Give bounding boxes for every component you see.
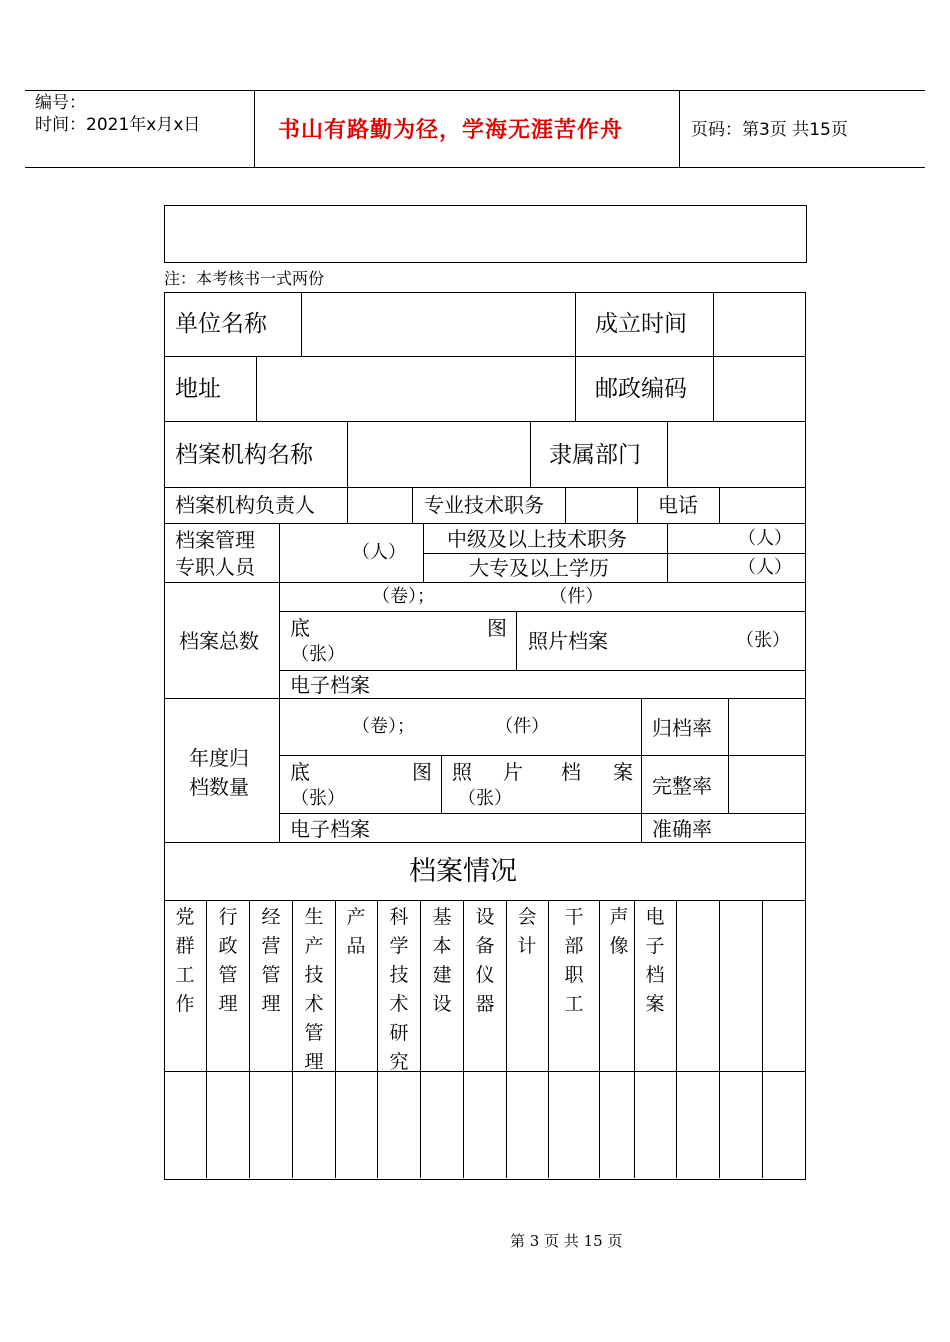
college-unit: （人）: [738, 557, 792, 578]
label-tech-title: 专业技术职务: [424, 493, 544, 517]
col-line: [762, 900, 763, 1178]
col-line: [728, 698, 729, 813]
col-line: [667, 523, 668, 582]
col-line: [463, 900, 464, 1178]
label-college: 大专及以上学历: [469, 556, 609, 580]
yearly-photo-b: 片: [503, 760, 523, 784]
header-bottom-rule: [25, 167, 925, 168]
yearly-base-map-a: 底: [290, 760, 310, 784]
col-line: [506, 900, 507, 1178]
header-time-label: 时间：2021年x月x日: [35, 115, 201, 135]
category-label: 基本建设: [432, 906, 452, 1015]
col-line: [335, 900, 336, 1178]
header-divider-2: [679, 90, 680, 167]
label-staff-line1: 档案管理: [175, 528, 255, 552]
label-archive-head: 档案机构负责人: [175, 493, 315, 517]
label-archive-org-name: 档案机构名称: [175, 442, 313, 468]
row-line: [279, 813, 805, 814]
label-mid-tech: 中级及以上技术职务: [447, 527, 627, 551]
label-phone: 电话: [658, 493, 698, 517]
category-label: 生产技术管理: [304, 906, 324, 1073]
col-line: [441, 755, 442, 813]
yearly-vol-item: （卷）； （件）: [352, 716, 550, 737]
header-page-label: 页码：第3页 共15页: [691, 120, 848, 140]
label-address: 地址: [175, 376, 221, 402]
row-line: [164, 900, 805, 901]
category-label: 经营管理: [261, 906, 281, 1015]
top-empty-box: [164, 205, 807, 263]
col-line: [377, 900, 378, 1178]
col-line: [347, 421, 348, 487]
col-line: [719, 900, 720, 1178]
yearly-photo-a: 照: [452, 760, 472, 784]
label-affiliated-dept: 隶属部门: [549, 442, 641, 468]
mid-tech-unit: （人）: [738, 528, 792, 549]
row-line: [164, 421, 805, 422]
row-line: [164, 698, 805, 699]
category-label: 设备仪器: [475, 906, 495, 1015]
row-line: [164, 487, 805, 488]
header-motto: 书山有路勤为径，学海无涯苦作舟: [278, 118, 624, 143]
situation-title: 档案情况: [409, 856, 517, 887]
label-accuracy: 准确率: [652, 817, 712, 841]
header-top-rule: [25, 90, 925, 91]
col-line: [713, 356, 714, 421]
total-e-archive: 电子档案: [290, 673, 370, 697]
row-line: [164, 356, 805, 357]
col-line: [719, 487, 720, 523]
yearly-photo-unit: （张）: [458, 788, 512, 809]
yearly-e-archive: 电子档案: [290, 817, 370, 841]
col-line: [634, 900, 635, 1178]
category-label: 声像: [609, 906, 629, 957]
form-note: 注：本考核书一式两份: [164, 269, 325, 288]
col-line: [256, 356, 257, 421]
category-label: 会计: [517, 906, 537, 957]
total-base-map-b: 图: [487, 616, 507, 640]
category-label: 科学技术研究: [389, 906, 409, 1073]
row-line: [164, 842, 805, 843]
header-number-label: 编号：: [35, 93, 86, 113]
row-line: [279, 755, 805, 756]
col-line: [667, 421, 668, 487]
total-base-map-unit: （张）: [291, 644, 345, 665]
category-label: 电子档案: [645, 906, 665, 1015]
col-line: [301, 292, 302, 356]
col-line: [548, 900, 549, 1178]
total-photo-archive: 照片档案: [528, 629, 608, 653]
yearly-base-map-b: 图: [412, 760, 432, 784]
yearly-photo-c: 档: [561, 760, 581, 784]
col-line: [575, 292, 576, 356]
col-line: [420, 900, 421, 1178]
yearly-photo-d: 案: [613, 760, 633, 784]
label-postal-code: 邮政编码: [595, 376, 687, 402]
row-line: [164, 523, 805, 524]
col-line: [575, 356, 576, 421]
total-photo-unit: （张）: [736, 630, 790, 651]
label-completeness: 完整率: [652, 774, 712, 798]
label-unit-name: 单位名称: [175, 311, 267, 337]
col-line: [292, 900, 293, 1178]
col-line: [279, 582, 280, 842]
row-line: [279, 611, 805, 612]
col-line: [249, 900, 250, 1178]
yearly-base-map-unit: （张）: [291, 788, 345, 809]
label-total: 档案总数: [179, 629, 259, 653]
col-line: [637, 487, 638, 523]
col-line: [713, 292, 714, 356]
row-line: [164, 582, 805, 583]
category-label: 行政管理: [218, 906, 238, 1015]
row-line: [279, 670, 805, 671]
category-label: 党群工作: [175, 906, 195, 1015]
col-line: [423, 523, 424, 582]
label-founded: 成立时间: [595, 311, 687, 337]
total-vol-item: （卷）； （件）: [372, 586, 604, 607]
col-line: [516, 611, 517, 670]
col-line: [279, 523, 280, 582]
category-label: 干部职工: [564, 906, 584, 1015]
label-archive-rate: 归档率: [652, 716, 712, 740]
col-line: [641, 698, 642, 842]
label-staff-line2: 专职人员: [175, 555, 255, 579]
category-label: 产品: [346, 906, 366, 957]
col-line: [599, 900, 600, 1178]
col-line: [206, 900, 207, 1178]
col-line: [347, 487, 348, 523]
label-yearly-line1: 年度归: [189, 746, 249, 770]
staff-person-unit: （人）: [352, 542, 406, 563]
header-divider-1: [254, 90, 255, 167]
col-line: [565, 487, 566, 523]
total-base-map-a: 底: [290, 616, 310, 640]
label-yearly-line2: 档数量: [189, 775, 249, 799]
col-line: [412, 487, 413, 523]
row-line: [164, 1071, 805, 1072]
page-footer: 第 3 页 共 15 页: [510, 1232, 623, 1250]
col-line: [530, 421, 531, 487]
row-line: [423, 553, 805, 554]
col-line: [676, 900, 677, 1178]
